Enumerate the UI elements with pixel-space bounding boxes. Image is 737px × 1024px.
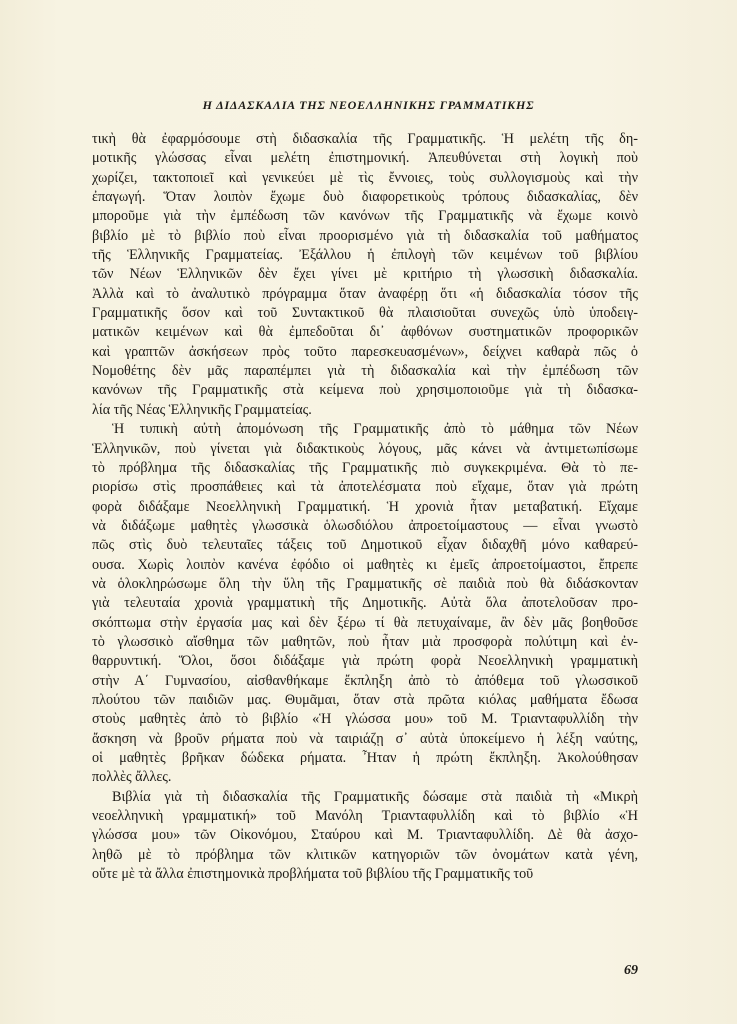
text-line: ριορίσω στὶς προσπάθειες καὶ τὰ ἀποτελέσματα ποὺ εἴχαμε, ὅταν γιὰ πρώτη <box>92 479 638 496</box>
text-line: χωρίζει, τακτοποιεῖ καὶ γενικεύει μὲ τὶς ἔννοιες, τοὺς συλλογισμοὺς καὶ τὴν <box>92 169 638 186</box>
text-line: τικὴ θὰ ἐφαρμόσουμε στὴ διδασκαλία τῆς Γραμματικῆς. Ἡ μελέτη τῆς δη- <box>92 131 638 147</box>
text-line: Ἑλληνικῶν, ποὺ γίνεται γιὰ διδακτικοὺς λόγους, μᾶς κάνει νὰ ἀντιμετωπίσωμε <box>92 440 638 457</box>
text-line: ληθῶ μὲ τὸ πρόβλημα τῶν κλιτικῶν κατηγοριῶν τῶν ὀνομάτων κατὰ γένη, <box>92 846 638 863</box>
text-line: γιὰ τελευταία χρονιὰ γραμματικὴ τῆς Δημοτικῆς. Αὐτὰ ὅλα ἀποτελοῦσαν προ- <box>92 595 638 612</box>
page-number: 69 <box>624 963 638 978</box>
running-header: Η ΔΙΔΑΣΚΑΛΙΑ ΤΗΣ ΝΕΟΕΛΛΗΝΙΚΗΣ ΓΡΑΜΜΑΤΙΚΗΣ <box>202 98 535 112</box>
text-line: μποροῦμε γιὰ τὴν ἐμπέδωση τῶν κανόνων τῆς Γραμματικῆς νὰ ἔχωμε κοινὸ <box>92 208 638 225</box>
text-line: θαρρυντική. Ὅλοι, ὅσοι διδάξαμε γιὰ πρώτη φορὰ Νεοελληνικὴ γραμματικὴ <box>92 653 638 670</box>
text-line: τῶν Νέων Ἑλληνικῶν δὲν ἔχει γίνει μὲ κριτήριο τὴ γλωσσικὴ διδασκαλία. <box>92 266 638 283</box>
text-line: νεοελληνικὴ γραμματική» τοῦ Μανόλη Τριανταφυλλίδη καὶ τὸ βιβλίο «Ἡ <box>92 808 638 825</box>
text-line: στὴν Α΄ Γυμνασίου, αἰσθανθήκαμε ἔκπληξη ἀπὸ τὸ ἀπόθεμα τοῦ γλωσσικοῦ <box>92 672 638 689</box>
text-line: τὸ γλωσσικὸ αἴσθημα τῶν μαθητῶν, ποὺ ἦταν μιὰ προσφορὰ πολύτιμη καὶ ἐν- <box>92 633 638 650</box>
paragraph <box>92 788 638 885</box>
text-line: ἐπαγωγή. Ὅταν λοιπὸν ἔχωμε δυὸ διαφορετικοὺς τρόπους διδασκαλίας, δὲν <box>92 189 638 206</box>
text-line: λία τῆς Νέας Ἑλληνικῆς Γραμματείας. <box>92 401 312 418</box>
body-text <box>92 130 638 884</box>
text-line: Νομοθέτης δὲν μᾶς παραπέμπει γιὰ τὴ διδασκαλία καὶ τὴν ἐμπέδωση τῶν <box>92 363 638 380</box>
text-line: τὸ πρόβλημα τῆς διδασκαλίας τῆς Γραμματικῆς πιὸ συγκεκριμένα. Θὰ τὸ πε- <box>92 459 638 476</box>
text-line: νὰ ὁλοκληρώσωμε ὅλη τὴν ὕλη τῆς Γραμματικῆς σὲ παιδιὰ ποὺ θὰ διδάσκονταν <box>92 575 638 592</box>
text-line: σκόπτωμα στὴν ἐργασία μας καὶ δὲν ξέρω τί θὰ πετυχαίναμε, ἂν δὲν μᾶς βοηθοῦσε <box>92 614 638 631</box>
text-line: Γραμματικῆς ὅσον καὶ τοῦ Συντακτικοῦ θὰ πλαισιοῦται συνεχῶς ὑπὸ ὑποδειγ- <box>92 305 638 322</box>
paragraph <box>92 420 638 788</box>
text-line: πῶς στὶς δυὸ τελευταῖες τάξεις τοῦ Δημοτικοῦ εἶχαν διδαχθῆ μόνο καθαρεύ- <box>92 537 638 554</box>
text-line: μοτικῆς γλώσσας εἶναι μελέτη ἐπιστημονική. Ἀπευθύνεται στὴ λογικὴ ποὺ <box>92 150 638 167</box>
text-line: πολλὲς ἄλλες. <box>92 769 172 786</box>
text-line: Βιβλία γιὰ τὴ διδασκαλία τῆς Γραμματικῆς δώσαμε στὰ παιδιὰ τὴ «Μικρὴ <box>112 788 638 805</box>
text-line: στοὺς μαθητὲς ἀπὸ τὸ βιβλίο «Ἡ γλώσσα μου» τοῦ Μ. Τριανταφυλλίδη τὴν <box>92 711 638 728</box>
text-line: τῆς Ἑλληνικῆς Γραμματείας. Ἐξάλλου ἡ ἐπιλογὴ τῶν κειμένων τοῦ βιβλίου <box>92 247 638 264</box>
text-line: βιβλίο μὲ τὸ βιβλίο ποὺ εἶναι προορισμένο γιὰ τὴ διδασκαλία τοῦ μαθήματος <box>92 227 638 244</box>
text-line: πλούτου τῶν παιδιῶν μας. Θυμᾶμαι, ὅταν στὰ πρῶτα κιόλας μαθήματα ἔδωσα <box>92 691 638 708</box>
text-line: γλώσσα μου» τῶν Οἰκονόμου, Σταύρου καὶ Μ. Τριανταφυλλίδη. Δὲ θὰ ἀσχο- <box>92 827 638 844</box>
text-line: οὔτε μὲ τὰ ἄλλα ἐπιστημονικὰ προβλήματα τοῦ βιβλίου τῆς Γραμματικῆς τοῦ <box>92 866 534 883</box>
text-line: ἄσκηση νὰ βροῦν ρήματα ποὺ νὰ ταιριάζῃ σ᾽ αὐτὰ ὑποκείμενο ἡ λέξη ναύτης, <box>92 730 638 747</box>
text-line: οἱ μαθητὲς βρῆκαν δώδεκα ρήματα. Ἦταν ἡ πρώτη ἔκπληξη. Ἀκολούθησαν <box>92 750 638 766</box>
text-line: ματικῶν κειμένων καὶ θὰ ἐμπεδοῦται δι᾽ ἀφθόνων συστηματικῶν προφορικῶν <box>92 324 638 341</box>
text-line: φορὰ διδάξαμε Νεοελληνικὴ Γραμματική. Ἡ χρονιὰ ἦταν μεταβατική. Εἴχαμε <box>92 498 638 515</box>
text-line: Ἀλλὰ καὶ τὸ ἀναλυτικὸ πρόγραμμα ὅταν ἀναφέρῃ ὅτι «ἡ διδασκαλία τόσον τῆς <box>92 285 638 302</box>
text-line: καὶ γραπτῶν ἀσκήσεων πρὸς τοῦτο παρεσκευασμένων», δείχνει καθαρὰ πῶς ὁ <box>92 343 638 360</box>
text-line: ουσα. Χωρὶς λοιπὸν κανένα ἐφόδιο οἱ μαθητὲς κι ἐμεῖς ἀπροετοίμαστοι, ἔπρεπε <box>92 556 638 573</box>
text-line: Ἡ τυπικὴ αὐτὴ ἀπομόνωση τῆς Γραμματικῆς ἀπὸ τὸ μάθημα τῶν Νέων <box>112 421 638 438</box>
text-line: κανόνων τῆς Γραμματικῆς στὰ κείμενα ποὺ χρησιμοποιοῦμε γιὰ τὴ διδασκα- <box>92 382 638 399</box>
text-line: νὰ διδάξωμε μαθητὲς γλωσσικὰ ὁλωσδιόλου ἀπροετοίμαστους — εἶναι γνωστὸ <box>92 517 638 534</box>
paragraph <box>92 130 638 420</box>
